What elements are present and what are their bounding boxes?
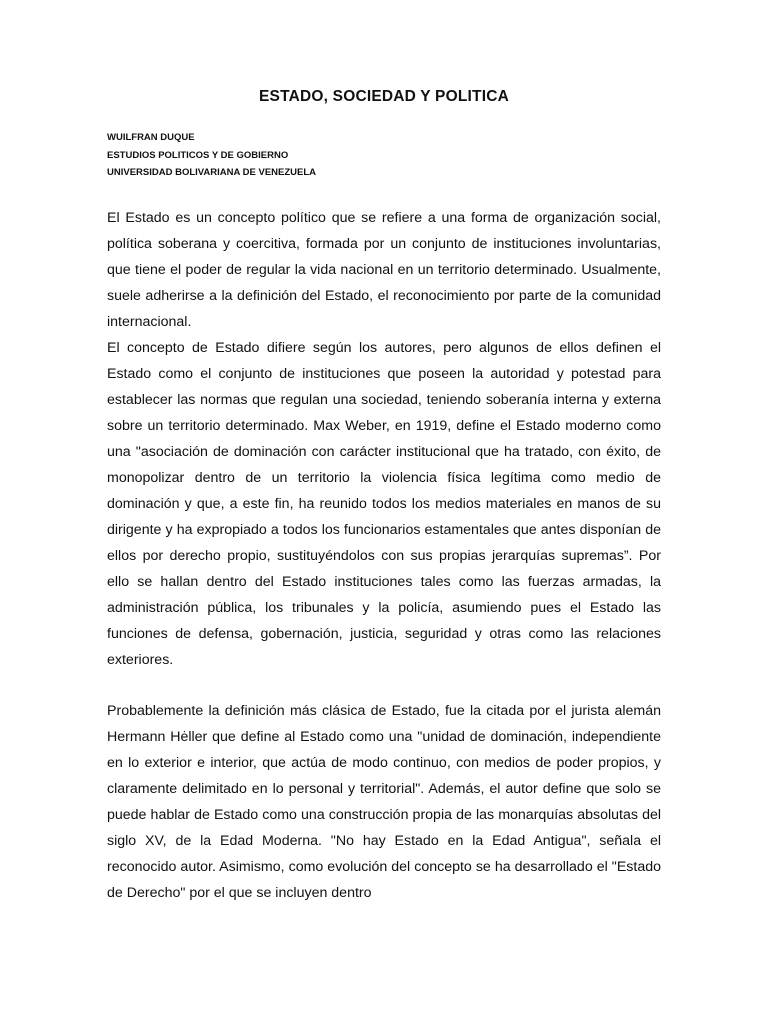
paragraph-2: El concepto de Estado difiere según los autores, pero algunos de ellos definen el Estado como el conjunto de instituciones que poseen la autoridad y potestad para establecer las normas que regulan una sociedad, teniendo soberanía interna y externa sobre un territorio determinado. Max Weber, en 1919, define el Estado moderno como una "asociación de dominación con carácter institucional que ha tratado, con éxito, de monopolizar dentro de un territorio la violencia física legítima como medio de dominación y que, a este fin, ha reunido todos los medios materiales en manos de su dirigente y ha expropiado a todos los funcionarios estamentales que antes disponían de ellos por derecho propio, sustituyéndolos con sus propias jerarquías supremas”. Por ello se hallan dentro del Estado instituciones tales como las fuerzas armadas, la administración pública, los tribunales y la policía, asumiendo pues el Estado las funciones de defensa, gobernación, justicia, seguridad y otras como las relaciones exteriores.: [107, 340, 661, 668]
author-name: WUILFRAN DUQUE: [107, 132, 195, 143]
author-institution: UNIVERSIDAD BOLIVARIANA DE VENEZUELA: [107, 167, 317, 178]
document-title: ESTADO, SOCIEDAD Y POLITICA: [259, 88, 509, 105]
author-block: [107, 129, 316, 182]
paragraph-3: Probablemente la definición más clásica de Estado, fue la citada por el jurista alemán Hermann Hėller que define al Estado como una "unidad de dominación, independiente en lo exterior e interior, que actúa de modo continuo, con medios de poder propios, y claramente delimitado en lo personal y territorial". Además, el autor define que solo se puede hablar de Estado como una construcción propia de las monarquías absolutas del siglo XV, de la Edad Moderna. "No hay Estado en la Edad Antigua", señala el reconocido autor. Asimismo, como evolución del concepto se ha desarrollado el "Estado de Derecho" por el que se incluyen dentro: [107, 703, 661, 901]
paragraph-1: El Estado es un concepto político que se refiere a una forma de organización social, política soberana y coercitiva, formada por un conjunto de instituciones involuntarias, que tiene el poder de regular la vida nacional en un territorio determinado. Usualmente, suele adherirse a la definición del Estado, el reconocimiento por parte de la comunidad internacional.: [107, 210, 661, 330]
author-department: ESTUDIOS POLITICOS Y DE GOBIERNO: [107, 149, 289, 161]
